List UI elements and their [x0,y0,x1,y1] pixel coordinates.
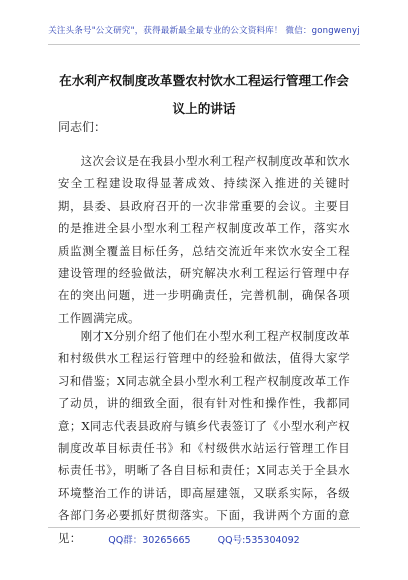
document-title: 在水利产权制度改革暨农村饮水工程运行管理工作会议上的讲话 [59,73,349,116]
footer-qq-number: QQ号:535304092 [217,535,300,546]
salutation: 同志们： [58,120,107,134]
footer [0,532,408,546]
paragraph-text: 刚才X分别介绍了他们在小型水利工程产权制度改革和村级供水工程运行管理中的经验和做法，值得大家学习和借鉴；X同志就全县小型水利工程产权制度改革工作了动员，讲的细致全面，很有针对性和操作性，我都同意；X同志代表县政府与镇乡代表签订了《小型水利产权制度改革目标责任书》和《村级供水站运行管理工作目标责任书》，明晰了各自目标和责任；X同志关于全县水环境整治工作的讲话，即高屋建瓴，又联系实际，各级各部门务必要抓好贯彻落实。下面，我讲两个方面的意见： [58,329,350,545]
paragraph-text: 这次会议是在我县小型水利工程产权制度改革和饮水安全工程建设取得显著成效、持续深入推进的关键时期，县委、县政府召开的一次非常重要的会议。主要目的是推进全县小型水利工程产权制度改革工作，落实水质监测全覆盖目标任务，总结交流近年来饮水安全工程建设管理的经验做法，研究解决水利工程运行管理中存在的突出问题，进一步明确责任，完善机制，确保各项工作圆满完成。 [58,154,350,325]
header-divider [48,44,360,45]
footer-qq-group: QQ群：30265665 [108,535,191,546]
footer-divider [48,527,360,528]
body-paragraph-2 [58,325,350,549]
body-paragraph-1 [58,150,350,329]
header-banner: 关注头条号"公文研究"，获得最新最全最专业的公文资料库！ 微信：gongwenyj [48,26,360,36]
